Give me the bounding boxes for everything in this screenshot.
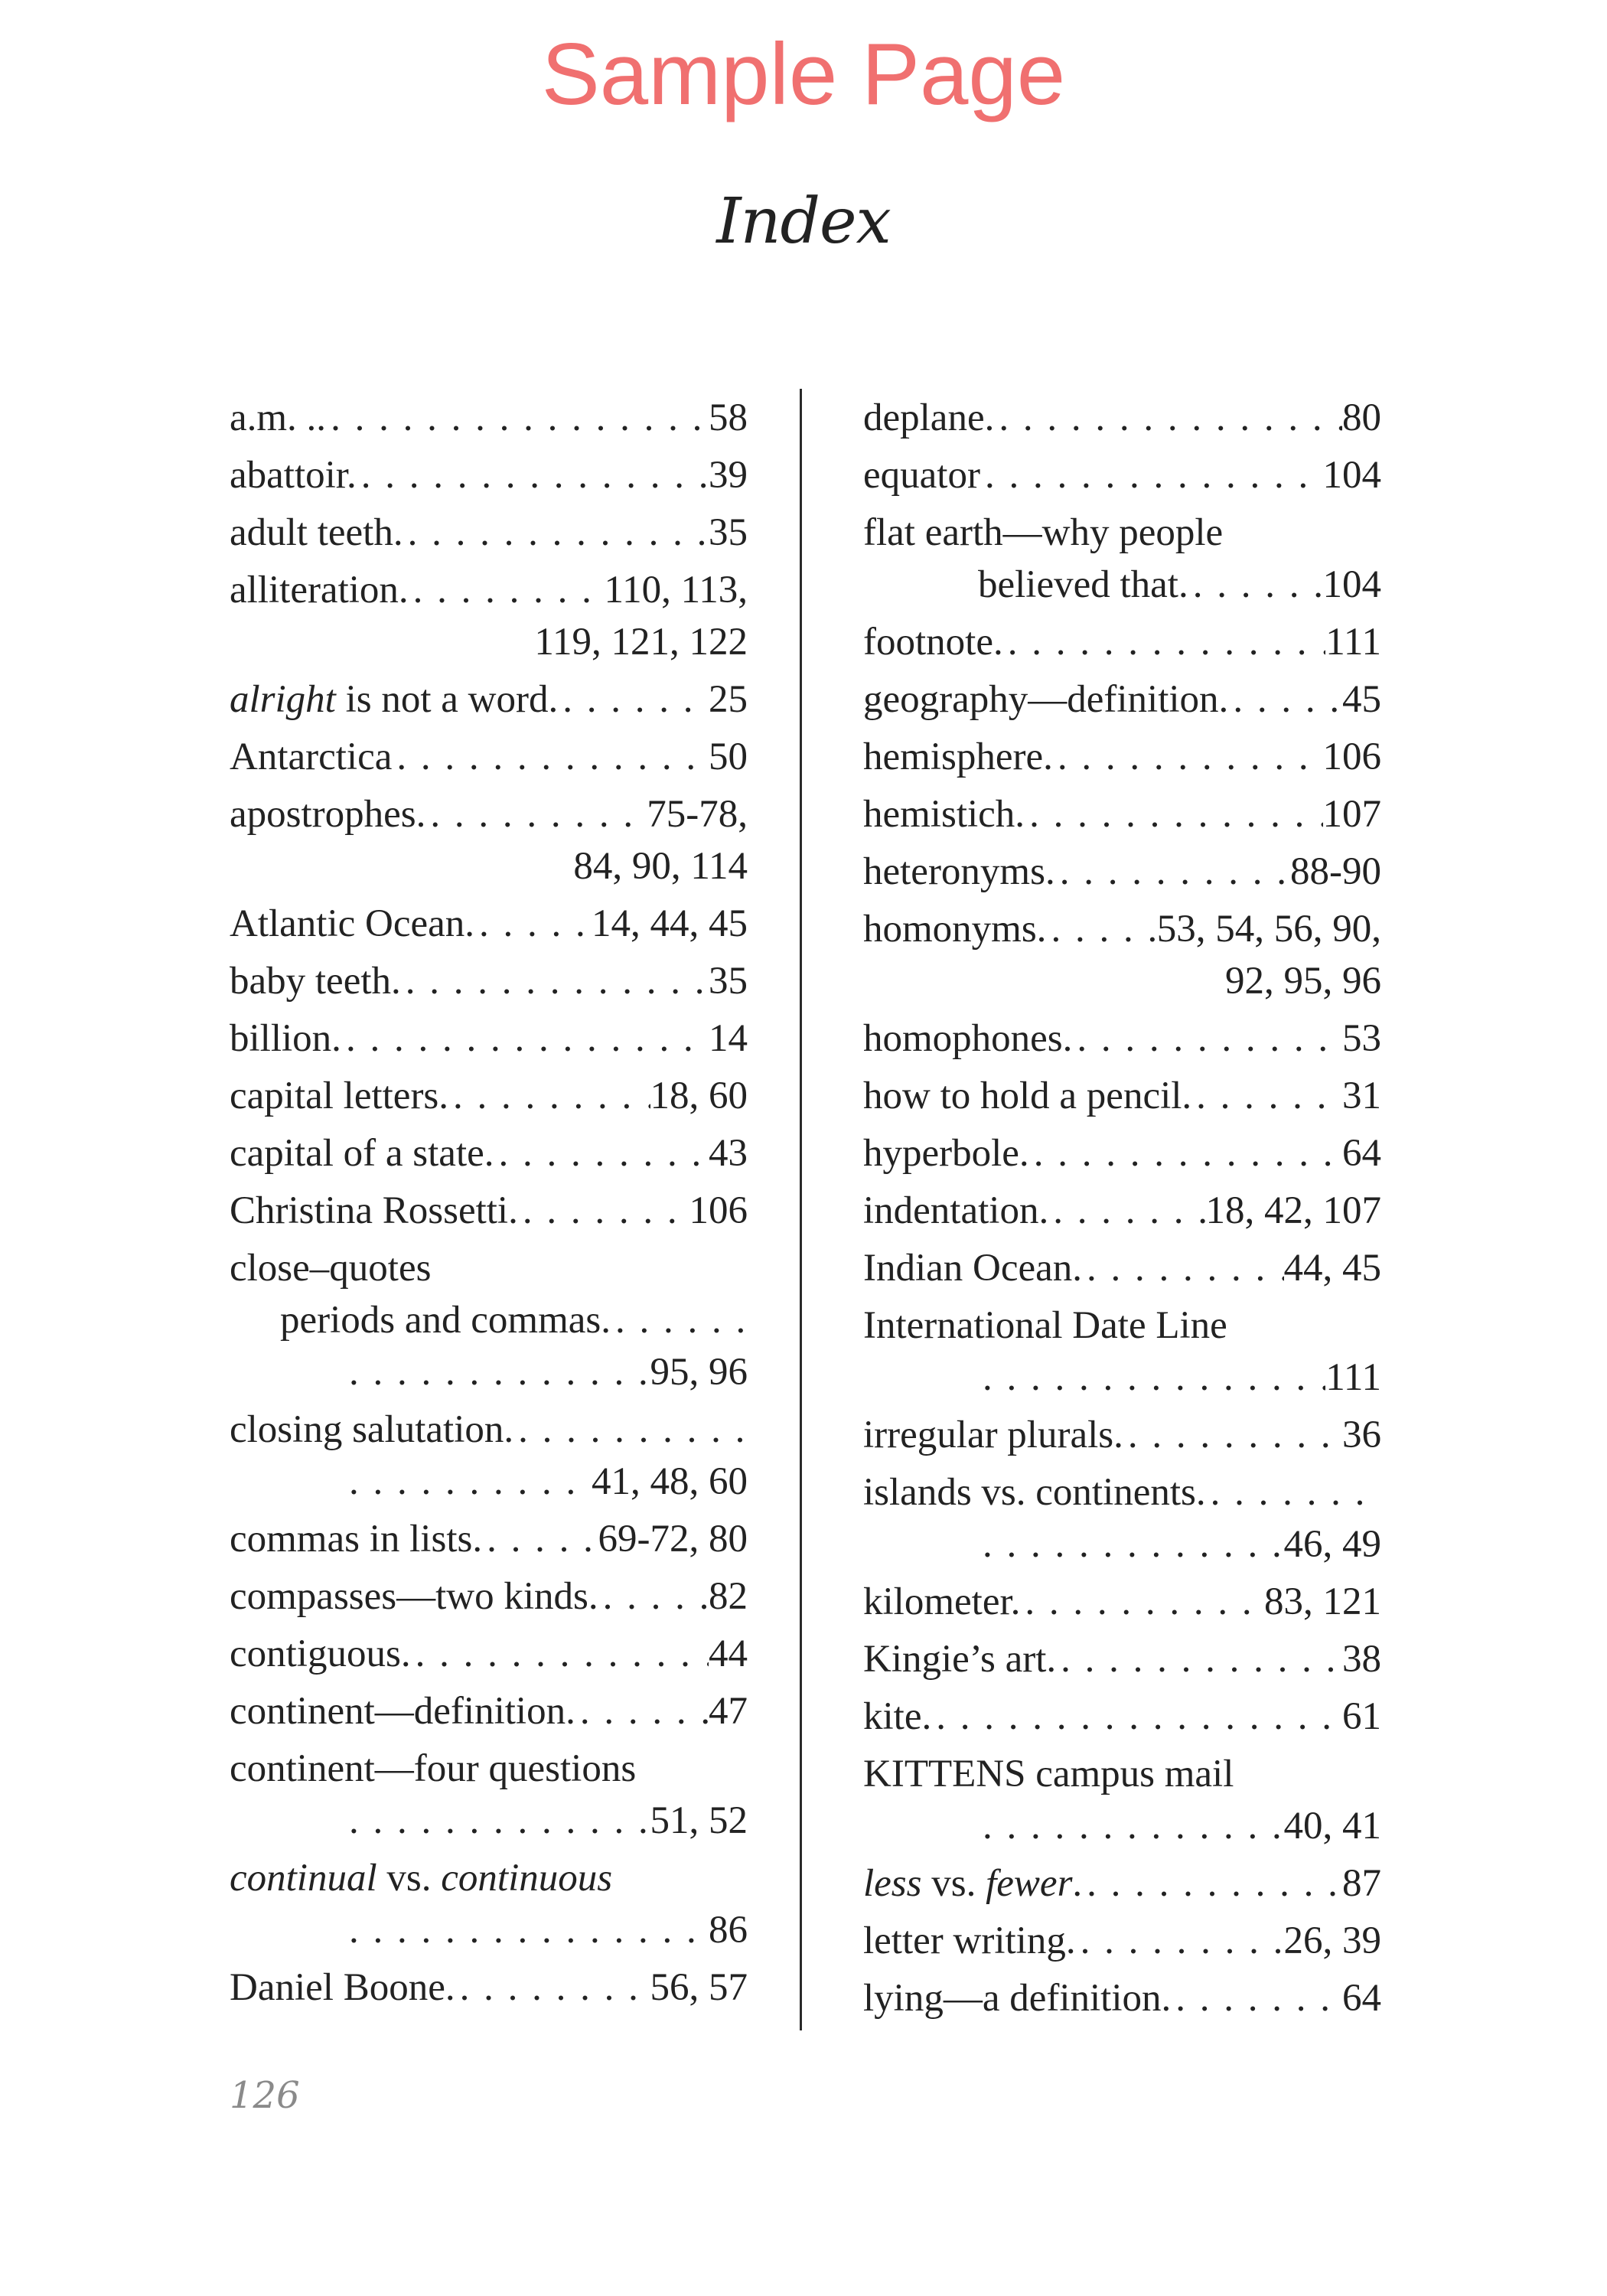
index-entry <box>863 1300 1381 1404</box>
dot-leader <box>341 1013 709 1065</box>
entry-pages: 35 <box>709 960 748 1003</box>
entry-term: kite. <box>863 1695 932 1738</box>
entry-pages: 110, 113, <box>604 569 748 612</box>
entry-term: hemistich. <box>863 793 1025 836</box>
entry-pages-continued: 92, 95, 96 <box>1225 960 1381 1003</box>
index-entry <box>863 1915 1381 1967</box>
entry-term: Kingie’s art. <box>863 1638 1057 1681</box>
dot-leader <box>994 392 1342 444</box>
entry-pages: 53 <box>1342 1017 1381 1060</box>
dot-leader <box>1188 559 1323 611</box>
entry-pages: 43 <box>709 1132 748 1175</box>
entry-pages: 75-78, <box>647 793 748 836</box>
dot-leader <box>1020 1576 1264 1628</box>
entry-pages: 61 <box>1342 1695 1381 1738</box>
index-entry <box>863 1409 1381 1461</box>
index-entry <box>230 507 748 559</box>
entry-pages: 46, 49 <box>1283 1523 1381 1566</box>
entry-pages: 41, 48, 60 <box>592 1460 748 1503</box>
entry-term: indentation. <box>863 1189 1049 1232</box>
dot-leader <box>1072 1013 1342 1065</box>
dot-leader <box>474 898 592 950</box>
dot-leader <box>1053 731 1323 783</box>
entry-term: Daniel Boone. <box>230 1966 455 2009</box>
entry-pages: 86 <box>709 1909 748 1952</box>
entry-term: billion. <box>230 1017 341 1060</box>
entry-pages: 58 <box>709 396 748 439</box>
entry-subterm: periods and commas. <box>280 1299 611 1342</box>
entry-pages: 82 <box>709 1575 748 1618</box>
entry-term-mid: vs. <box>376 1857 442 1900</box>
dot-leader <box>448 1070 650 1122</box>
sample-page-watermark: Sample Page <box>541 26 1066 123</box>
entry-term: a.m. .. <box>230 396 327 439</box>
entry-term <box>863 1857 1082 1910</box>
entry-term-italic: continual <box>230 1857 377 1900</box>
entry-pages: 35 <box>709 511 748 554</box>
index-entry <box>863 788 1381 840</box>
index-entry <box>230 1685 748 1737</box>
dot-leader <box>513 1404 748 1456</box>
dot-leader <box>1171 1972 1342 2024</box>
index-entry <box>863 1748 1381 1852</box>
entry-pages: 18, 42, 107 <box>1205 1189 1381 1232</box>
entry-term: baby teeth. <box>230 960 401 1003</box>
dot-leader <box>1228 673 1342 726</box>
dot-leader <box>1191 1070 1342 1122</box>
entry-term: islands vs. continents. <box>863 1471 1206 1514</box>
entry-term: Indian Ocean. <box>863 1247 1083 1290</box>
entry-pages: 106 <box>689 1189 748 1232</box>
dot-leader <box>344 1904 709 1956</box>
entry-term-italic: continuous <box>441 1857 613 1900</box>
dot-leader <box>978 1800 1284 1852</box>
entry-pages: 50 <box>709 735 748 778</box>
entry-pages: 104 <box>1322 563 1381 606</box>
dot-leader <box>1076 1915 1284 1967</box>
entry-term-italic: fewer <box>986 1862 1073 1905</box>
entry-term: apostrophes. <box>230 793 426 836</box>
dot-leader <box>1046 903 1156 955</box>
entry-term: adult teeth. <box>230 511 403 554</box>
entry-pages: 25 <box>709 678 748 721</box>
entry-term: International Date Line <box>863 1304 1227 1347</box>
entry-term: Atlantic Ocean. <box>230 902 475 945</box>
dot-leader <box>1003 616 1326 668</box>
dot-leader <box>575 1685 709 1737</box>
entry-term: compasses—two kinds. <box>230 1575 598 1618</box>
index-entry <box>230 564 748 668</box>
dot-leader <box>1206 1466 1381 1518</box>
entry-term-rest: . <box>1072 1862 1083 1905</box>
entry-term: homophones. <box>863 1017 1073 1060</box>
index-entry <box>863 1466 1381 1570</box>
entry-term-rest: is not a word. <box>335 678 559 721</box>
index-entry <box>230 788 748 892</box>
entry-term: capital of a state. <box>230 1132 494 1175</box>
dot-leader <box>326 392 709 444</box>
page-number: 126 <box>230 2074 300 2117</box>
index-entry <box>863 1242 1381 1294</box>
index-entry <box>230 1852 748 1956</box>
entry-pages: 44, 45 <box>1283 1247 1381 1290</box>
dot-leader <box>392 731 709 783</box>
dot-leader <box>931 1691 1342 1743</box>
index-entry <box>863 673 1381 726</box>
entry-term: KITTENS campus mail <box>863 1753 1234 1795</box>
entry-pages: 14 <box>709 1017 748 1060</box>
entry-pages: 38 <box>1342 1638 1381 1681</box>
entry-term: kilometer. <box>863 1580 1021 1623</box>
index-entry <box>863 1070 1381 1122</box>
entry-pages: 111 <box>1325 1356 1381 1399</box>
index-entry <box>230 898 748 950</box>
entry-term: alliteration. <box>230 569 409 612</box>
entry-term: Christina Rossetti. <box>230 1189 518 1232</box>
index-entry <box>863 1857 1381 1910</box>
index-entry <box>863 1972 1381 2024</box>
entry-pages-continued: 84, 90, 114 <box>573 845 748 888</box>
entry-pages: 111 <box>1325 621 1381 664</box>
entry-term: heteronyms. <box>863 850 1055 893</box>
dot-leader <box>598 1570 709 1623</box>
entry-term: flat earth—why people <box>863 511 1224 554</box>
dot-leader <box>494 1127 709 1179</box>
dot-leader <box>611 1294 748 1346</box>
entry-pages: 56, 57 <box>650 1966 748 2009</box>
entry-pages: 45 <box>1342 678 1381 721</box>
entry-term: how to hold a pencil. <box>863 1075 1192 1117</box>
entry-term: deplane. <box>863 396 995 439</box>
dot-leader <box>1025 788 1322 840</box>
entry-term: close–quotes <box>230 1247 432 1290</box>
entry-pages: 69-72, 80 <box>598 1518 748 1561</box>
entry-term: footnote. <box>863 621 1003 664</box>
index-entry <box>863 392 1381 444</box>
entry-pages: 80 <box>1342 396 1381 439</box>
index-entry <box>230 1127 748 1179</box>
dot-leader <box>518 1185 689 1237</box>
index-entry <box>863 1013 1381 1065</box>
index-entry <box>230 1628 748 1680</box>
dot-leader <box>980 449 1323 501</box>
dot-leader <box>403 507 709 559</box>
index-entry <box>863 1576 1381 1628</box>
entry-term: irregular plurals. <box>863 1414 1123 1456</box>
dot-leader <box>411 1628 709 1680</box>
index-entry <box>863 616 1381 668</box>
index-entry <box>230 1070 748 1122</box>
entry-term: abattoir. <box>230 454 357 497</box>
dot-leader <box>357 449 709 501</box>
index-entry <box>863 1127 1381 1179</box>
entry-pages: 26, 39 <box>1283 1919 1381 1962</box>
entry-pages: 95, 96 <box>650 1351 748 1394</box>
entry-pages: 51, 52 <box>650 1799 748 1842</box>
entry-term: continent—definition. <box>230 1690 575 1733</box>
dot-leader <box>344 1795 650 1847</box>
index-entry <box>230 673 748 726</box>
index-title: Index <box>716 185 891 258</box>
dot-leader <box>1082 1857 1342 1910</box>
entry-pages: 39 <box>709 454 748 497</box>
dot-leader <box>482 1513 598 1565</box>
entry-pages: 64 <box>1342 1132 1381 1175</box>
index-entry <box>863 846 1381 898</box>
entry-term: commas in lists. <box>230 1518 483 1561</box>
entry-pages-continued: 119, 121, 122 <box>534 621 748 664</box>
entry-pages: 31 <box>1342 1075 1381 1117</box>
dot-leader <box>558 673 709 726</box>
entry-pages: 88-90 <box>1290 850 1381 893</box>
dot-leader <box>455 1962 650 2014</box>
entry-pages: 64 <box>1342 1977 1381 2020</box>
index-entry <box>863 903 1381 1007</box>
entry-term-mid: vs. <box>921 1862 986 1905</box>
entry-term: hemisphere. <box>863 735 1053 778</box>
index-entry <box>230 449 748 501</box>
entry-pages: 107 <box>1322 793 1381 836</box>
entry-pages: 104 <box>1322 454 1381 497</box>
entry-pages: 47 <box>709 1690 748 1733</box>
entry-term: Antarctica <box>230 735 393 778</box>
dot-leader <box>1029 1127 1342 1179</box>
index-entry <box>230 1513 748 1565</box>
index-entry <box>230 1242 748 1398</box>
index-entry <box>863 449 1381 501</box>
index-column-right <box>863 392 1381 2030</box>
index-entry <box>230 1743 748 1847</box>
index-entry <box>863 1633 1381 1685</box>
dot-leader <box>344 1346 650 1398</box>
entry-term-italic: less <box>863 1862 922 1905</box>
entry-term: contiguous. <box>230 1632 411 1675</box>
entry-pages: 14, 44, 45 <box>592 902 748 945</box>
dot-leader <box>1056 1633 1342 1685</box>
entry-subterm: believed that. <box>978 563 1188 606</box>
dot-leader <box>401 955 709 1007</box>
index-column-left <box>230 392 748 2019</box>
entry-term: continent—four questions <box>230 1747 637 1790</box>
dot-leader <box>978 1352 1325 1404</box>
index-entry <box>863 1185 1381 1237</box>
entry-term-italic: alright <box>230 678 336 721</box>
entry-pages: 83, 121 <box>1264 1580 1381 1623</box>
entry-term: lying—a definition. <box>863 1977 1172 2020</box>
index-entry <box>230 1013 748 1065</box>
entry-term <box>230 673 558 726</box>
dot-leader <box>409 564 605 616</box>
entry-pages: 18, 60 <box>650 1075 748 1117</box>
dot-leader <box>1082 1242 1283 1294</box>
dot-leader <box>978 1518 1284 1570</box>
index-entry <box>230 1962 748 2014</box>
entry-pages: 40, 41 <box>1283 1805 1381 1848</box>
index-entry <box>230 392 748 444</box>
entry-pages: 36 <box>1342 1414 1381 1456</box>
entry-term: equator <box>863 454 980 497</box>
index-entry <box>863 507 1381 611</box>
index-entry <box>230 1570 748 1623</box>
entry-pages: 44 <box>709 1632 748 1675</box>
entry-term: hyperbole. <box>863 1132 1029 1175</box>
dot-leader <box>1123 1409 1342 1461</box>
dot-leader <box>425 788 647 840</box>
entry-term: geography—definition. <box>863 678 1229 721</box>
entry-term: closing salutation. <box>230 1408 514 1451</box>
entry-term <box>230 1852 612 1904</box>
entry-term: homonyms. <box>863 908 1047 951</box>
dot-leader <box>344 1456 592 1508</box>
index-entry <box>230 731 748 783</box>
dot-leader <box>1048 1185 1205 1237</box>
entry-pages: 106 <box>1322 735 1381 778</box>
index-entry <box>230 1404 748 1508</box>
entry-term: letter writing. <box>863 1919 1076 1962</box>
index-entry <box>230 1185 748 1237</box>
entry-pages: 53, 54, 56, 90, <box>1156 908 1381 951</box>
column-divider <box>800 389 802 2030</box>
entry-pages: 87 <box>1342 1862 1381 1905</box>
dot-leader <box>1055 846 1290 898</box>
index-entry <box>863 1691 1381 1743</box>
index-entry <box>863 731 1381 783</box>
entry-term: capital letters. <box>230 1075 449 1117</box>
index-entry <box>230 955 748 1007</box>
